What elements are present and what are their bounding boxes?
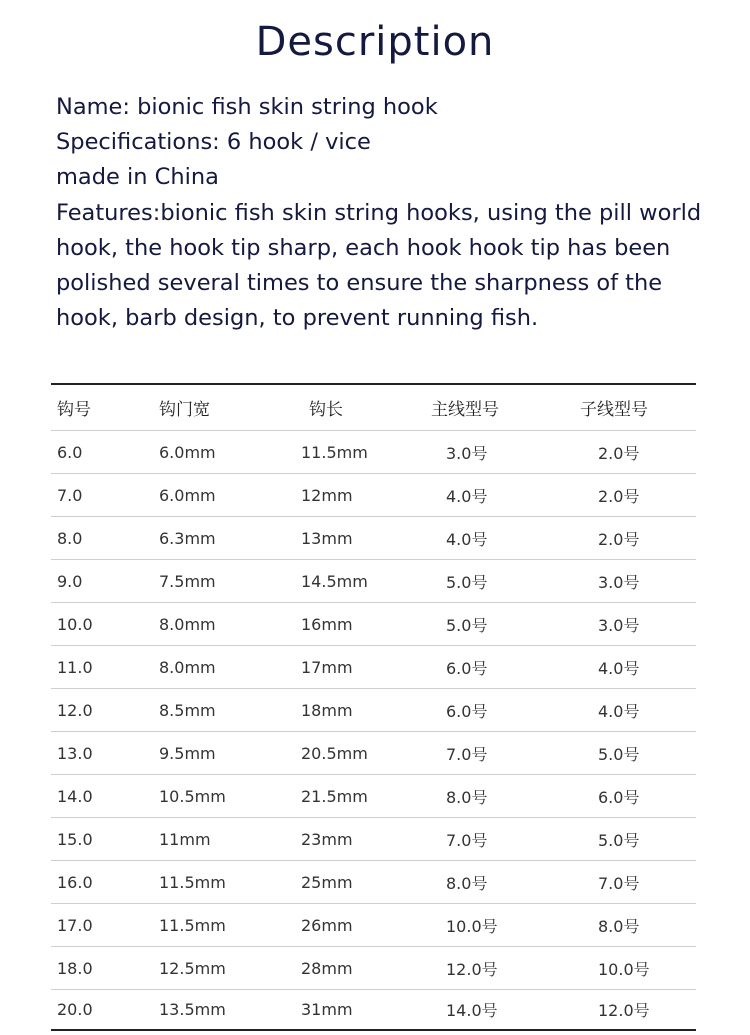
- main-line-cell: 4.0号: [446, 486, 488, 506]
- hook-number-cell: 13.0: [57, 743, 93, 763]
- hook-number-cell: 7.0: [57, 485, 83, 505]
- gap-width-cell: 6.0mm: [159, 485, 216, 505]
- sub-line-cell: 12.0号: [598, 1001, 650, 1020]
- product-description: [56, 90, 716, 336]
- product-features: Features:bionic fish skin string hooks, using the pill world hook, the hook tip sharp, each hook hook tip has been polished several times to ensure the sharpness of the hook, barb design, to prevent running fish.: [56, 199, 702, 332]
- main-line-cell: 5.0号: [446, 572, 488, 592]
- hook-number-cell: 10.0: [57, 614, 93, 634]
- hook-number-cell: 15.0: [57, 829, 93, 849]
- table-row: [51, 990, 696, 1029]
- main-line-cell: 7.0号: [446, 744, 488, 764]
- sub-line-cell: 4.0号: [598, 658, 640, 678]
- table-row: [51, 689, 696, 732]
- header-main-line: 主线型号: [431, 400, 499, 420]
- product-origin: made in China: [56, 164, 219, 191]
- hook-number-cell: 14.0: [57, 786, 93, 806]
- hook-length-cell: 23mm: [301, 829, 353, 849]
- hook-length-cell: 17mm: [301, 657, 353, 677]
- sub-line-cell: 2.0号: [598, 486, 640, 506]
- hook-number-cell: 17.0: [57, 915, 93, 935]
- header-sub-line: 子线型号: [580, 400, 648, 420]
- gap-width-cell: 9.5mm: [159, 743, 216, 763]
- main-line-cell: 10.0号: [446, 916, 498, 936]
- main-line-cell: 3.0号: [446, 443, 488, 463]
- hook-length-cell: 25mm: [301, 872, 353, 892]
- page-title: Description: [255, 19, 495, 65]
- hook-length-cell: 20.5mm: [301, 743, 368, 763]
- main-line-cell: 6.0号: [446, 701, 488, 721]
- hook-length-cell: 21.5mm: [301, 786, 368, 806]
- sub-line-cell: 4.0号: [598, 701, 640, 721]
- spec-table: [51, 383, 696, 1031]
- gap-width-cell: 11mm: [159, 829, 211, 849]
- hook-number-cell: 6.0: [57, 442, 83, 462]
- table-row: [51, 517, 696, 560]
- table-row: [51, 904, 696, 947]
- hook-number-cell: 8.0: [57, 528, 83, 548]
- product-specifications: Specifications: 6 hook / vice: [56, 129, 371, 156]
- gap-width-cell: 8.0mm: [159, 614, 216, 634]
- gap-width-cell: 8.0mm: [159, 657, 216, 677]
- hook-number-cell: 16.0: [57, 872, 93, 892]
- product-name: Name: bionic fish skin string hook: [56, 94, 438, 120]
- header-gap-width: 钩门宽: [159, 400, 210, 420]
- gap-width-cell: 12.5mm: [159, 958, 226, 978]
- table-row: [51, 431, 696, 474]
- table-row: [51, 732, 696, 775]
- table-row: [51, 818, 696, 861]
- gap-width-cell: 13.5mm: [159, 1000, 226, 1019]
- sub-line-cell: 7.0号: [598, 873, 640, 893]
- main-line-cell: 6.0号: [446, 658, 488, 678]
- hook-number-cell: 12.0: [57, 700, 93, 720]
- sub-line-cell: 3.0号: [598, 615, 640, 635]
- hook-length-cell: 13mm: [301, 528, 353, 548]
- main-line-cell: 5.0号: [446, 615, 488, 635]
- table-row: [51, 560, 696, 603]
- table-row: [51, 474, 696, 517]
- hook-length-cell: 12mm: [301, 485, 353, 505]
- sub-line-cell: 5.0号: [598, 830, 640, 850]
- main-line-cell: 7.0号: [446, 830, 488, 850]
- hook-length-cell: 26mm: [301, 915, 353, 935]
- sub-line-cell: 8.0号: [598, 916, 640, 936]
- gap-width-cell: 10.5mm: [159, 786, 226, 806]
- hook-length-cell: 18mm: [301, 700, 353, 720]
- header-hook-number: 钩号: [57, 400, 91, 420]
- sub-line-cell: 2.0号: [598, 443, 640, 463]
- sub-line-cell: 10.0号: [598, 959, 650, 979]
- gap-width-cell: 6.0mm: [159, 442, 216, 462]
- sub-line-cell: 3.0号: [598, 572, 640, 592]
- hook-number-cell: 20.0: [57, 1000, 93, 1019]
- hook-length-cell: 28mm: [301, 958, 353, 978]
- hook-length-cell: 11.5mm: [301, 442, 368, 462]
- main-line-cell: 8.0号: [446, 873, 488, 893]
- sub-line-cell: 2.0号: [598, 529, 640, 549]
- hook-number-cell: 18.0: [57, 958, 93, 978]
- table-row: [51, 603, 696, 646]
- hook-length-cell: 31mm: [301, 1000, 353, 1019]
- header-hook-length: 钩长: [309, 400, 343, 420]
- gap-width-cell: 8.5mm: [159, 700, 216, 720]
- main-line-cell: 14.0号: [446, 1001, 498, 1020]
- table-row: [51, 947, 696, 990]
- table-row: [51, 775, 696, 818]
- gap-width-cell: 11.5mm: [159, 872, 226, 892]
- table-body: [51, 431, 696, 1029]
- hook-length-cell: 14.5mm: [301, 571, 368, 591]
- table-row: [51, 861, 696, 904]
- hook-number-cell: 9.0: [57, 571, 83, 591]
- table-header-row: [51, 385, 696, 431]
- sub-line-cell: 6.0号: [598, 787, 640, 807]
- gap-width-cell: 7.5mm: [159, 571, 216, 591]
- main-line-cell: 12.0号: [446, 959, 498, 979]
- hook-length-cell: 16mm: [301, 614, 353, 634]
- hook-number-cell: 11.0: [57, 657, 93, 677]
- main-line-cell: 8.0号: [446, 787, 488, 807]
- sub-line-cell: 5.0号: [598, 744, 640, 764]
- table-row: [51, 646, 696, 689]
- gap-width-cell: 11.5mm: [159, 915, 226, 935]
- gap-width-cell: 6.3mm: [159, 528, 216, 548]
- main-line-cell: 4.0号: [446, 529, 488, 549]
